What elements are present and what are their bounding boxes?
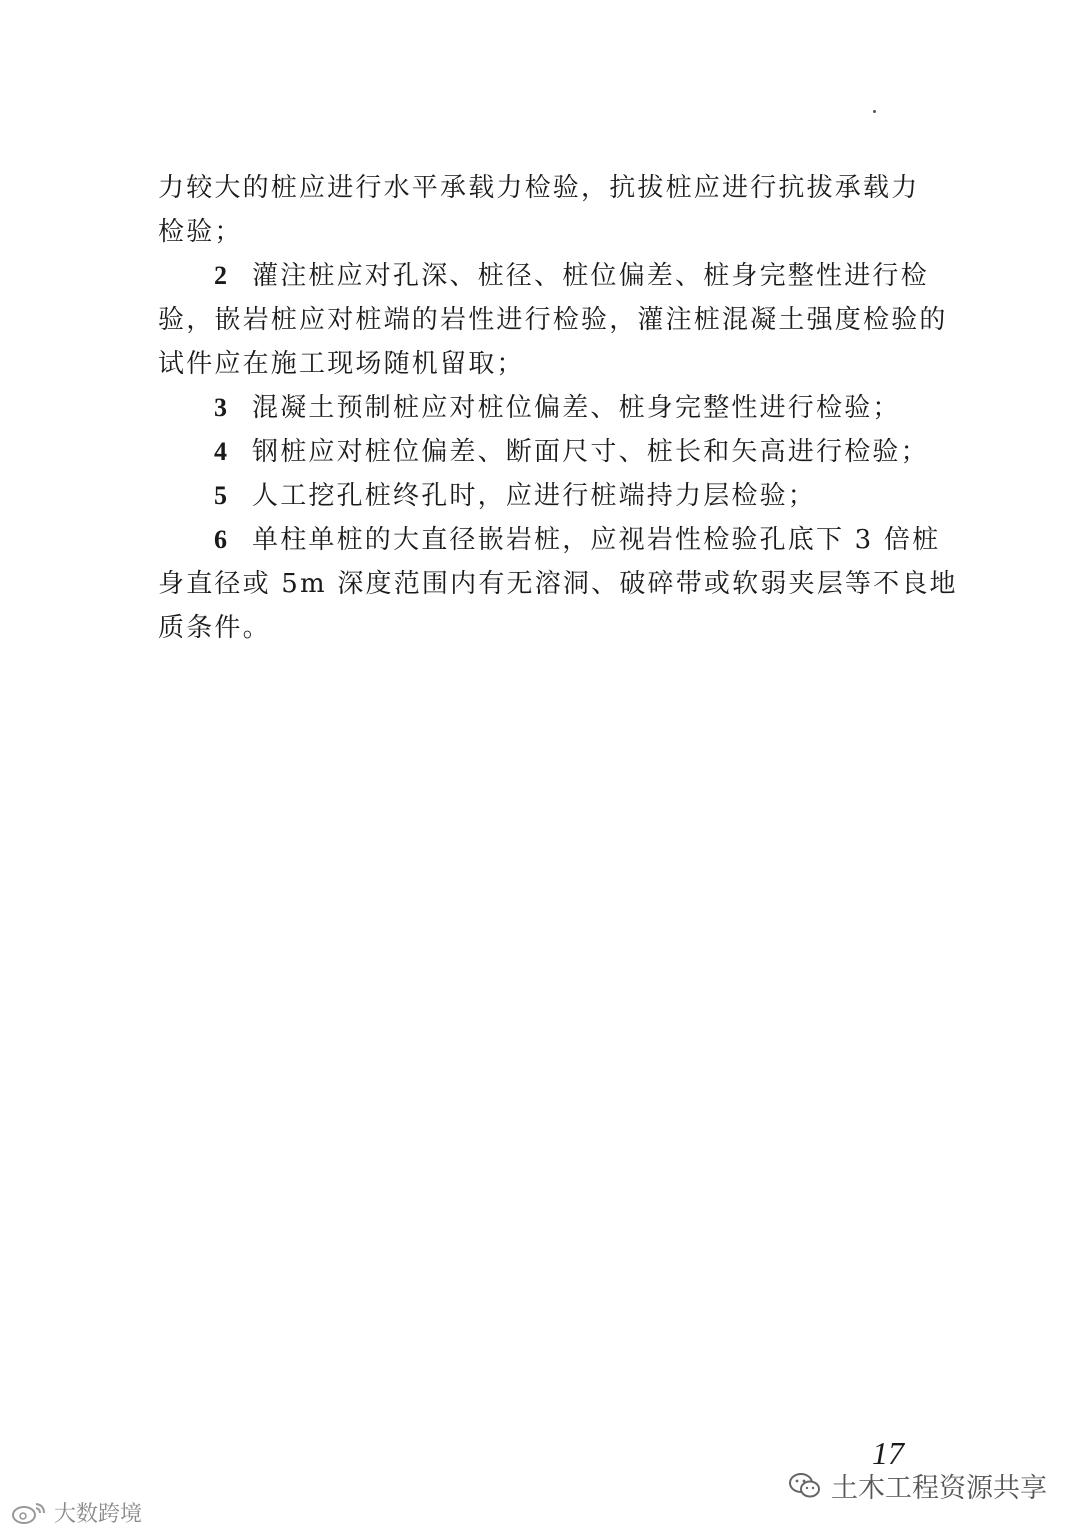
line-text: 灌注桩应对孔深、桩径、桩位偏差、桩身完整性进行检 [252,261,929,291]
watermark-text: 大数跨境 [54,1502,143,1527]
item-number: 6 [214,525,230,554]
line-text: 试件应在施工现场随机留取； [158,349,525,379]
page-number: 17 [872,1435,904,1471]
list-item-3 [158,386,948,430]
wechat-icon [787,1471,823,1501]
weibo-icon [10,1500,50,1526]
scan-speck [873,110,876,113]
line-text: 混凝土预制桩应对桩位偏差、桩身完整性进行检验； [252,393,901,423]
line-text: 钢桩应对桩位偏差、断面尺寸、桩长和矢高进行检验； [252,437,929,467]
line-text: 人工挖孔桩终孔时，应进行桩端持力层检验； [252,481,817,511]
text-line [158,298,948,342]
watermark-wechat [787,1466,1047,1505]
list-item-4 [158,430,948,474]
item-number: 3 [214,393,230,422]
list-item-2 [158,254,948,298]
text-line [158,342,948,386]
line-text: 单柱单桩的大直径嵌岩桩，应视岩性检验孔底下 3 倍桩 [252,525,941,555]
text-line [158,562,958,606]
line-text: 身直径或 5m 深度范围内有无溶洞、破碎带或软弱夹层等不良地 [158,569,958,599]
body-text [158,166,958,650]
item-number: 2 [214,261,230,290]
text-line [158,166,948,210]
list-item-6 [158,518,948,562]
item-number: 5 [214,481,230,510]
line-text: 质条件。 [158,613,271,643]
watermark-weibo [10,1497,142,1528]
list-item-5 [158,474,948,518]
text-line [158,210,948,254]
line-text: 检验； [158,217,243,247]
line-text: 力较大的桩应进行水平承载力检验，抗拔桩应进行抗拔承载力 [158,173,920,203]
line-text: 验，嵌岩桩应对桩端的岩性进行检验，灌注桩混凝土强度检验的 [158,305,948,335]
watermark-text: 土木工程资源共享 [831,1473,1047,1504]
item-number: 4 [214,437,230,466]
text-line [158,606,948,650]
